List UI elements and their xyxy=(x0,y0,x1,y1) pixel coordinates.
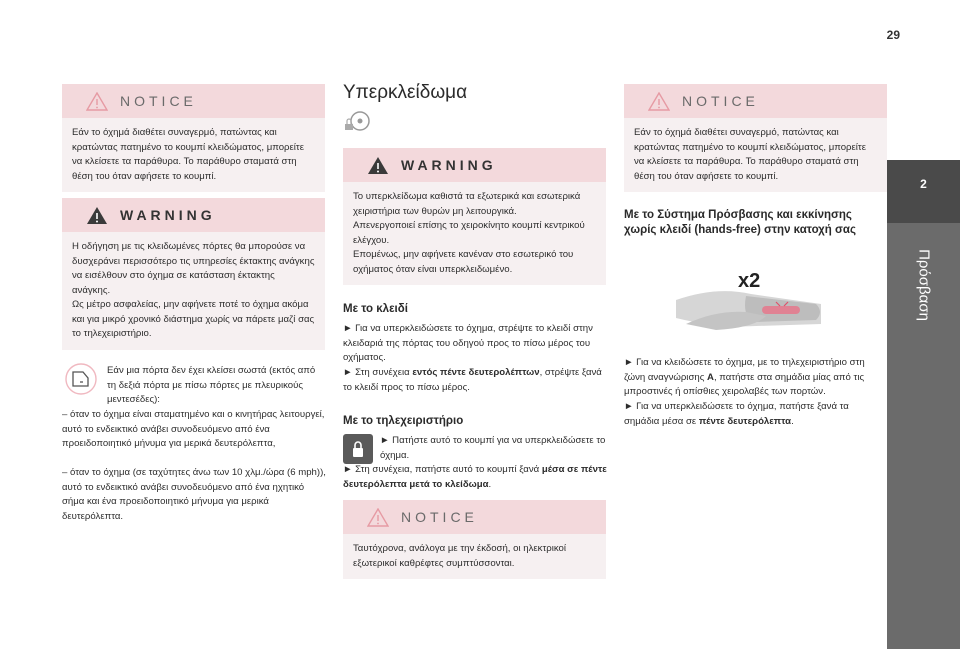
warning-paragraph-1: Η οδήγηση με τις κλειδωμένες πόρτες θα μπορούσε να δυσχεράνει περισσότερο τις υπηρεσίες έκτακτης ανάγκης να εισέλθουν στο όχημα σε κατάσταση έκτακτης ανάγκης. xyxy=(72,241,315,296)
chapter-tab[interactable] xyxy=(887,160,960,649)
door-handle-figure xyxy=(676,266,826,346)
notice-box-2 xyxy=(343,500,606,579)
notice-icon xyxy=(367,508,389,527)
warning-paragraph-2: Απενεργοποιεί επίσης το χειροκίνητο κουμπί κεντρικού ελέγχου. xyxy=(353,220,585,246)
bullet-2: – όταν το όχημα (σε ταχύτητες άνω των 10 χλμ./ώρα (6 mph)), αυτό το ενδεικτικό ανάβει συνοδευόμενο από ένα ηχητικό σήμα και ένα προειδοποιητικό μήνυμα για μερικά δευτερόλεπτα. xyxy=(62,467,326,522)
notice-icon xyxy=(648,92,670,111)
warning-box-2 xyxy=(343,148,606,285)
bullet-1: – όταν το όχημα είναι σταματημένο και ο κινητήρας λειτουργεί, αυτό το ενδεικτικό ανάβει συνοδευόμενο από ένα προειδοποιητικό μήνυμα για μερικά δευτερόλεπτα, xyxy=(62,409,325,449)
key-paragraph-1: ► Για να υπερκλειδώσετε το όχημα, στρέψτε το κλειδί στην κλειδαριά της πόρτας του οδηγού προς το πίσω μέρος του οχήματος. xyxy=(343,323,593,363)
notice-text: Ταυτόχρονα, ανάλογα με την έκδοσή, οι ηλεκτρικοί εξωτερικοί καθρέφτες συμπτύσσονται. xyxy=(343,534,606,579)
notice-label: NOTICE xyxy=(120,93,197,109)
chapter-number: 2 xyxy=(887,160,960,223)
notice-icon xyxy=(86,92,108,111)
info-text: Εάν μια πόρτα δεν έχει κλείσει σωστά (εκτός από τη δεξιά πόρτα με πίσω πόρτες με πλευρικούς μεντεσέδες): xyxy=(107,365,316,405)
warning-icon xyxy=(86,206,108,225)
notice-text: Εάν το όχημά διαθέτει συναγερμό, πατώντας και κρατώντας πατημένο το κουμπί κλειδώματος, μπορείτε να κλείσετε τα παράθυρα. Το παράθυρο σταματά στη θέση του όταν αφήσετε το κουμπί. xyxy=(62,118,325,192)
figure-label: x2 xyxy=(738,270,761,292)
notice-label: NOTICE xyxy=(682,93,759,109)
key-paragraph-2: ► Στη συνέχεια εντός πέντε δευτερολέπτων, στρέψτε ξανά το κλειδί προς το πίσω μέρος. xyxy=(343,367,602,393)
door-open-icon xyxy=(64,362,98,401)
remote-heading: Με το τηλεχειριστήριο xyxy=(343,415,464,427)
warning-paragraph-2: Ως μέτρο ασφαλείας, μην αφήνετε ποτέ το όχημα ακόμα και για μικρό χρονικό διάστημα χωρίς να πάρετε μαζί σας το τηλεχειριστήριο. xyxy=(72,299,315,339)
key-heading: Με το κλειδί xyxy=(343,303,408,315)
warning-label: WARNING xyxy=(401,157,497,173)
handsfree-paragraph-1: ► Για να κλειδώσετε το όχημα, με το τηλεχειριστήριο στη ζώνη αναγνώρισης A, πατήστε στα σημάδια μίας από τις μπροστινές ή οπίσθιες χειρολαβές των πορτών. xyxy=(624,357,865,397)
remote-paragraph-2: ► Στη συνέχεια, πατήστε αυτό το κουμπί ξανά μέσα σε πέντε δευτερόλεπτα μετά το κλείδωμα. xyxy=(343,464,607,490)
notice-label: NOTICE xyxy=(401,509,478,525)
remote-paragraph-1: ► Πατήστε αυτό το κουμπί για να υπερκλειδώσετε το όχημα. xyxy=(380,435,606,461)
section-title: Υπερκλείδωμα xyxy=(343,82,468,103)
warning-icon xyxy=(367,156,389,175)
warning-label: WARNING xyxy=(120,207,216,223)
lock-button-icon xyxy=(343,434,373,464)
warning-paragraph-1: Το υπερκλείδωμα καθιστά τα εξωτερικά και εσωτερικά χειριστήρια των θυρών μη λειτουργικά. xyxy=(353,191,581,217)
steering-lock-icon xyxy=(343,110,373,139)
handsfree-paragraph-2: ► Για να υπερκλειδώσετε το όχημα, πατήστε ξανά τα σημάδια μέσα σε πέντε δευτερόλεπτα. xyxy=(624,401,849,427)
warning-box-1 xyxy=(62,198,325,350)
notice-box-3 xyxy=(624,84,887,192)
notice-text: Εάν το όχημά διαθέτει συναγερμό, πατώντας και κρατώντας πατημένο το κουμπί κλειδώματος, μπορείτε να κλείσετε τα παράθυρα. Το παράθυρο σταματά στη θέση του όταν αφήσετε το κουμπί. xyxy=(624,118,887,192)
chapter-label: Πρόσβαση xyxy=(915,249,932,321)
notice-box-1 xyxy=(62,84,325,192)
page-number: 29 xyxy=(886,28,900,42)
handsfree-heading: Με το Σύστημα Πρόσβασης και εκκίνησης χωρίς κλειδί (hands-free) στην κατοχή σας xyxy=(624,209,856,236)
warning-paragraph-3: Επομένως, μην αφήνετε κανέναν στο εσωτερικό του οχήματος όταν είναι υπερκλειδωμένο. xyxy=(353,249,574,275)
